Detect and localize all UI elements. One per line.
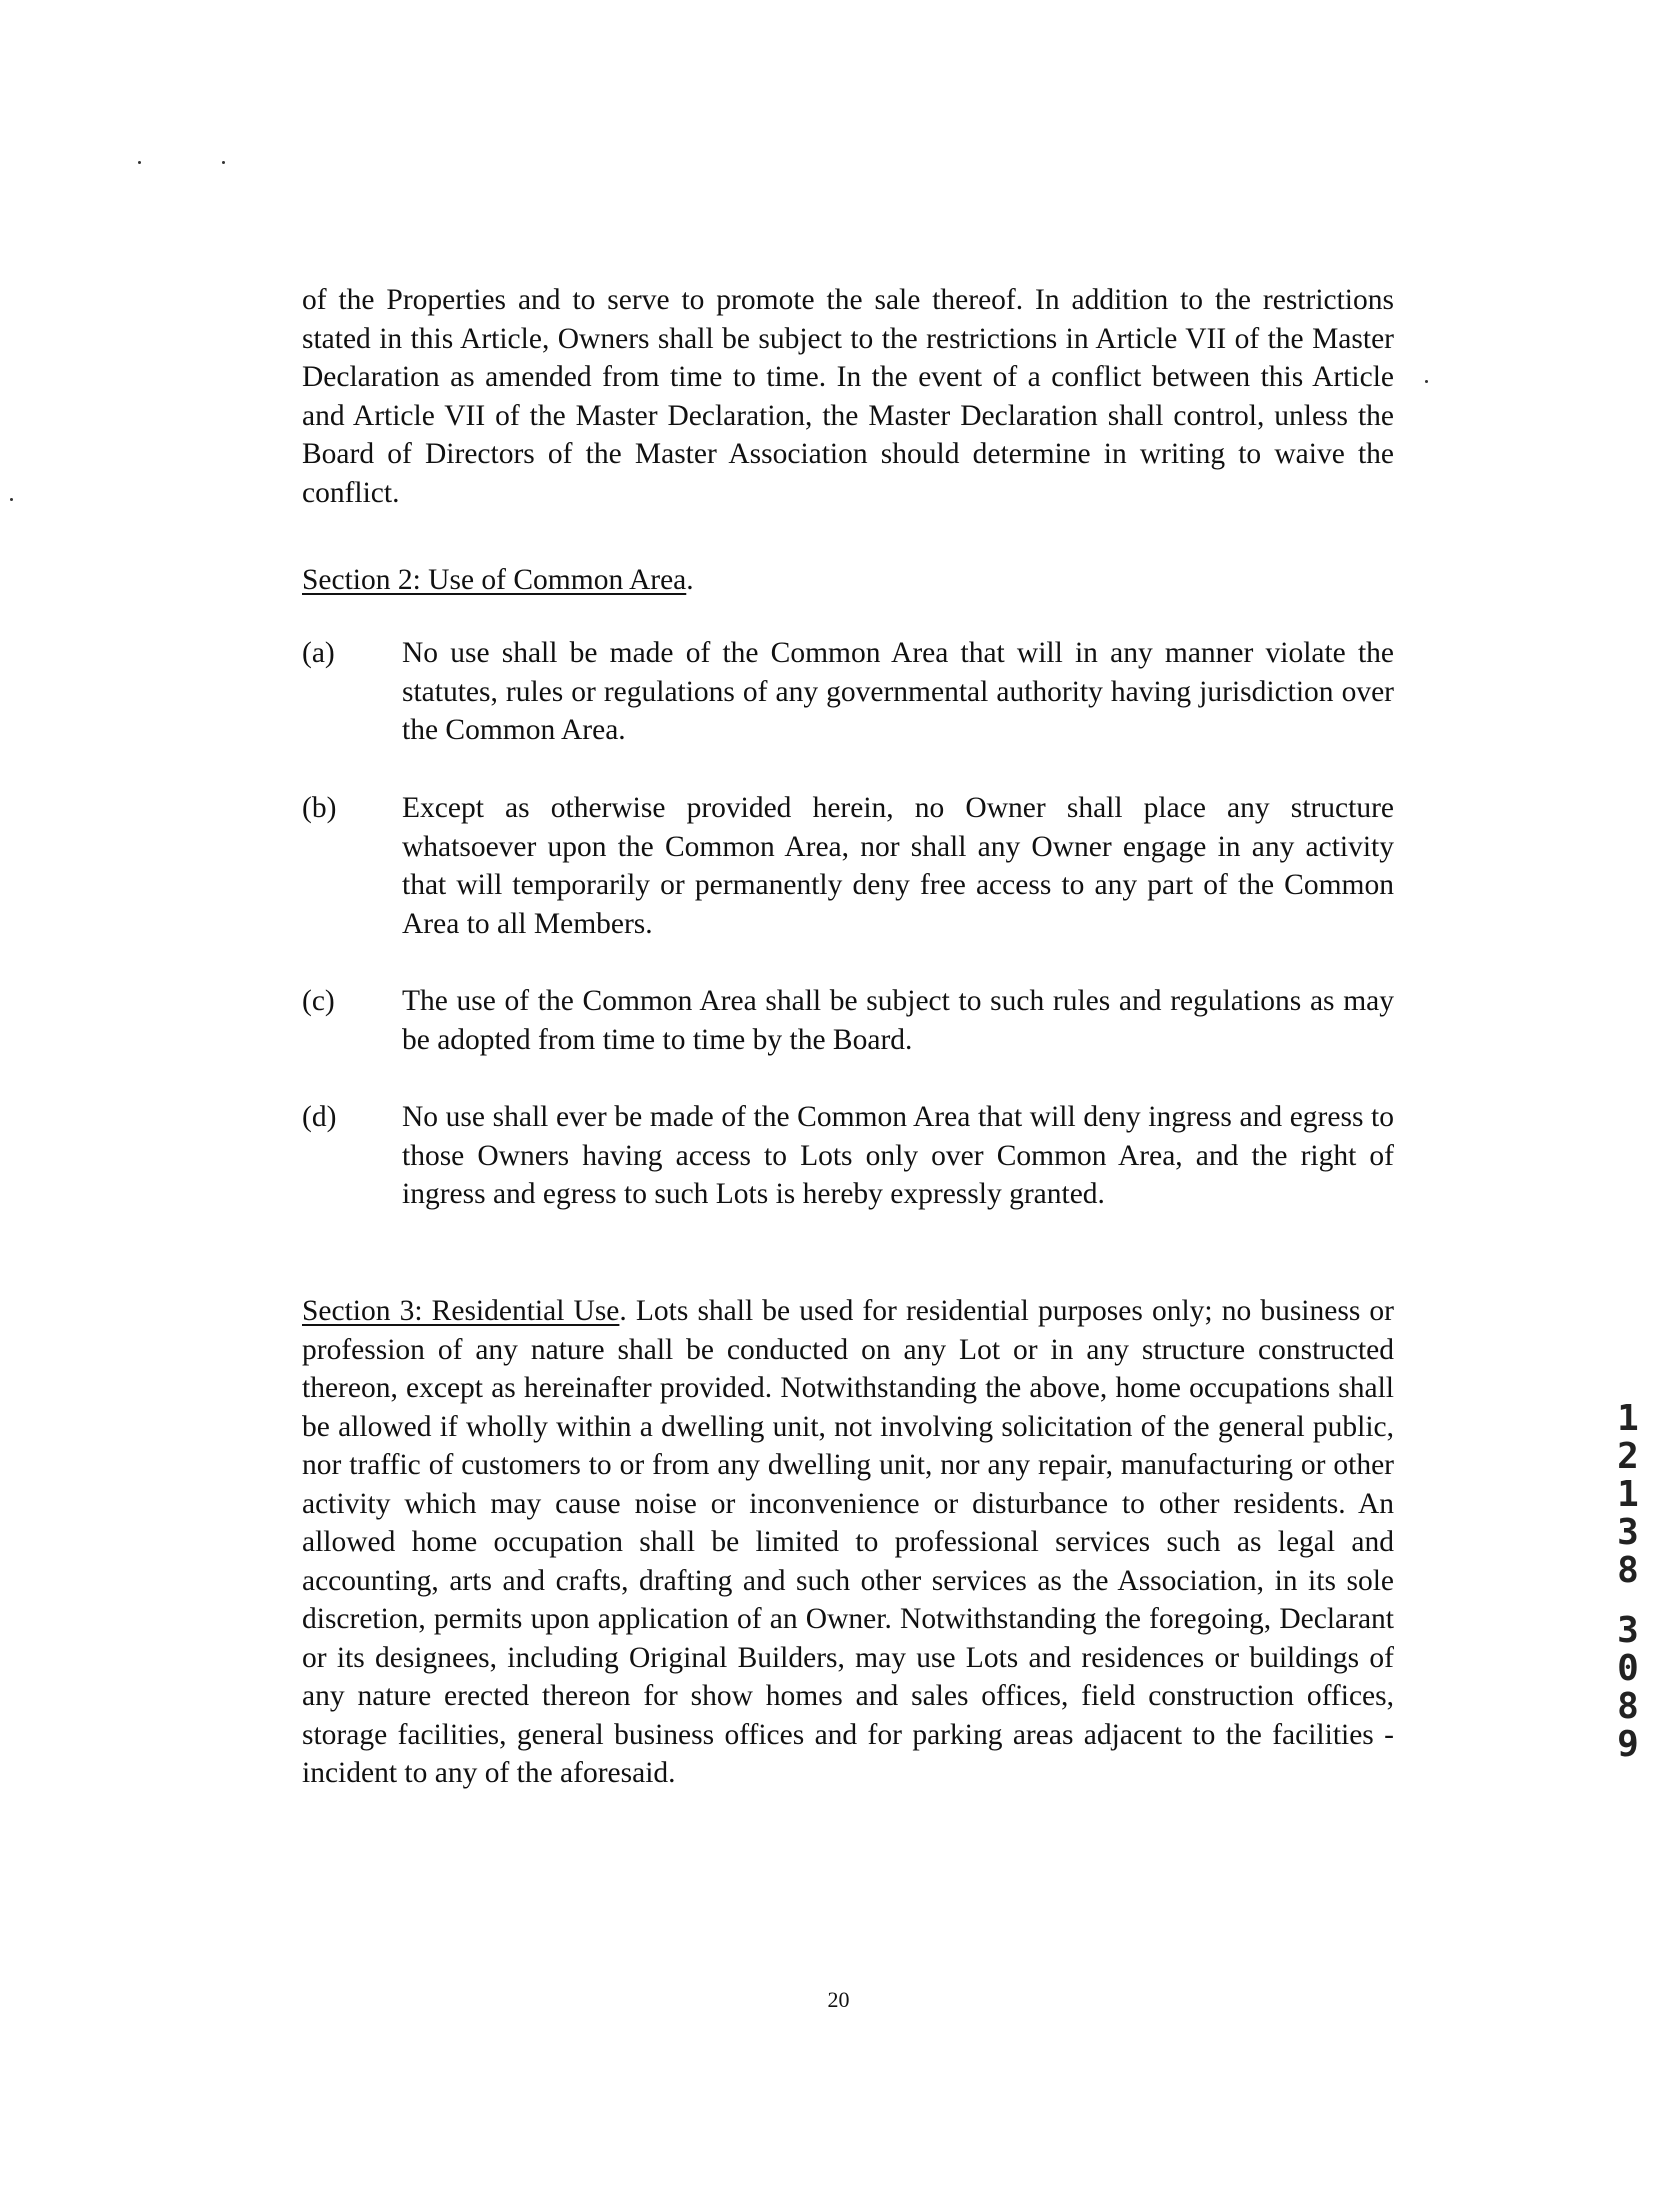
list-item-marker: (a) (302, 637, 335, 669)
list-item-text: The use of the Common Area shall be subject to such rules and regulations as may be adopted from time to time by the Board. (402, 985, 1394, 1056)
scan-speck (138, 161, 141, 164)
stamp-digit: 3 (1617, 1512, 1639, 1553)
scan-speck (222, 161, 225, 164)
list-item-d (302, 1098, 1394, 1214)
stamp-digit: 8 (1617, 1686, 1639, 1727)
section-3-body: Lots shall be used for residential purposes only; no business or profession of any nature shall be conducted on any Lot or in any structure constructed thereon, except as hereinafter provided. Notwithstanding the above, home occupations shall be allowed if wholly within a dwelling unit, not involving solicitation of the general public, nor traffic of customers to or from any dwelling unit, nor any repair, manufacturing or other activity which may cause noise or inconvenience or disturbance to other residents. An allowed home occupation shall be limited to professional services such as legal and accounting, arts and crafts, drafting and such other services as the Association, in its sole discretion, permits upon application of an Owner. Notwithstanding the foregoing, Declarant or its designees, including Original Builders, may use Lots and residences or buildings of any nature erected thereon for show homes and sales offices, field construction offices, storage facilities, general business offices and for parking areas adjacent to the facilities - incident to any of the aforesaid. (302, 1295, 1394, 1789)
list-item-c (302, 982, 1394, 1059)
stamp-digit: 8 (1617, 1550, 1639, 1591)
list-item-text: Except as otherwise provided herein, no Owner shall place any structure whatsoever upon the Common Area, nor shall any Owner engage in any activity that will temporarily or permanently deny free access to any part of the Common Area to all Members. (402, 792, 1394, 940)
list-item-marker: (d) (302, 1101, 337, 1133)
list-item-marker: (b) (302, 792, 337, 824)
section-2-heading (302, 561, 694, 600)
section-3-heading-text: Section 3: Residential Use (302, 1295, 620, 1327)
stamp-digit: 1 (1617, 1474, 1639, 1515)
recording-stamp (1604, 1400, 1652, 1764)
stamp-digit: 0 (1617, 1648, 1639, 1689)
section-2-heading-suffix: . (686, 564, 694, 596)
list-item-text: No use shall ever be made of the Common Area that will deny ingress and egress to those Owners having access to Lots only over Common Area, and the right of ingress and egress to such Lots is hereby expressly granted. (402, 1101, 1394, 1210)
intro-paragraph: of the Properties and to serve to promote the sale thereof. In addition to the restrictions stated in this Article, Owners shall be subject to the restrictions in Article VII of the Master Declaration as amended from time to time. In the event of a conflict between this Article and Article VII of the Master Declaration, the Master Declaration shall control, unless the Board of Directors of the Master Association should determine in writing to waive the conflict. (302, 284, 1394, 509)
stamp-digit: 9 (1617, 1724, 1639, 1765)
stamp-digit: 2 (1617, 1436, 1639, 1477)
page-number: 20 (827, 1987, 850, 2012)
list-item-a (302, 634, 1394, 750)
list-item-b (302, 789, 1394, 943)
section-3-heading-suffix: . (619, 1295, 627, 1327)
stamp-digit: 3 (1617, 1610, 1639, 1651)
scan-speck (10, 498, 13, 501)
list-item-text: No use shall be made of the Common Area that will in any manner violate the statutes, rules or regulations of any governmental authority having jurisdiction over the Common Area. (402, 637, 1394, 746)
section-3-paragraph (302, 1292, 1394, 1793)
scan-speck (1425, 380, 1428, 383)
section-2-heading-text: Section 2: Use of Common Area (302, 564, 687, 596)
list-item-marker: (c) (302, 985, 335, 1017)
stamp-digit: 1 (1617, 1398, 1639, 1439)
stamp-gap (1604, 1590, 1652, 1612)
